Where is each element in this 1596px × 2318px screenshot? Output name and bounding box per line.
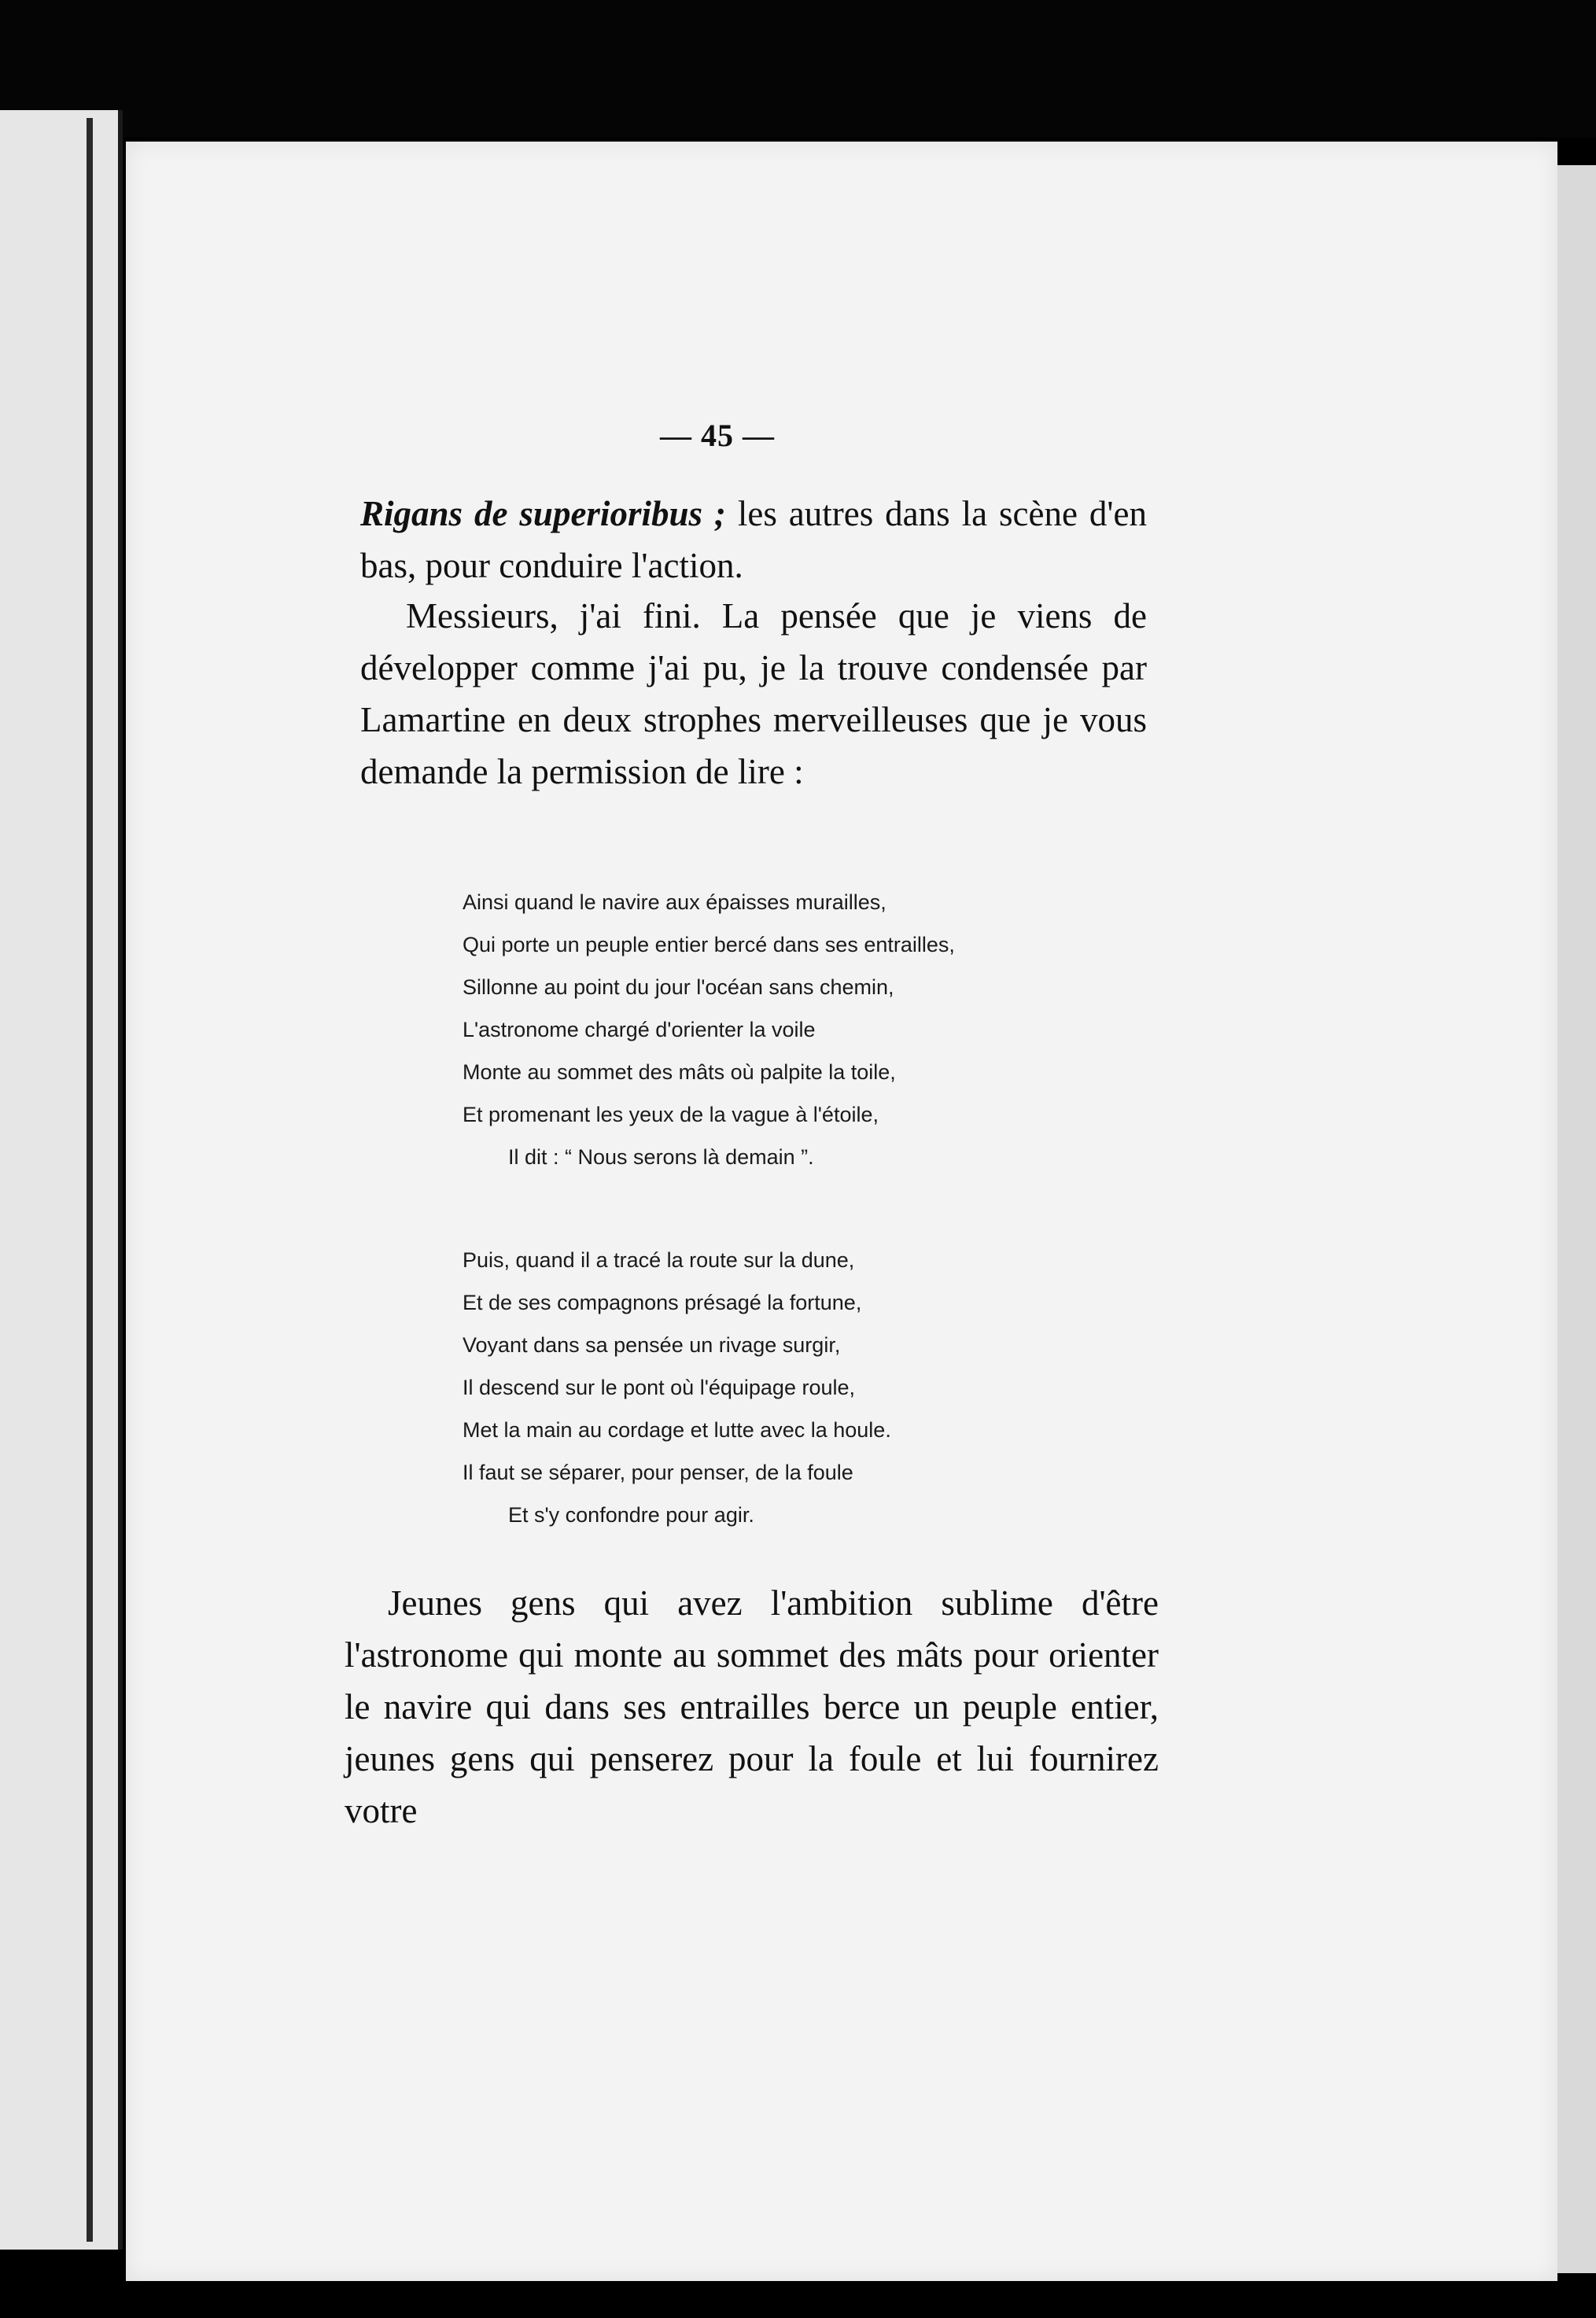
page-number: — 45 —	[660, 418, 775, 453]
poem-line: Il faut se séparer, pour penser, de la foule	[463, 1461, 853, 1484]
poem-line: Met la main au cordage et lutte avec la houle.	[463, 1418, 891, 1442]
poem-line: Sillonne au point du jour l'océan sans chemin,	[463, 975, 894, 999]
poem-line: Et promenant les yeux de la vague à l'étoile,	[463, 1103, 879, 1126]
poem-stanza-2	[463, 1239, 1170, 1536]
poem-line: Il dit : “ Nous serons là demain ”.	[508, 1145, 814, 1169]
poem-line: L'astronome chargé d'orienter la voile	[463, 1018, 816, 1041]
film-frame-top	[0, 0, 1596, 138]
poem-line: Il descend sur le pont où l'équipage roule,	[463, 1376, 855, 1399]
poem-stanza-1	[463, 881, 1170, 1178]
paragraph-2: Messieurs, j'ai fini. La pensée que je viens de développer comme j'ai pu, je la trouve condensée par Lamartine en deux strophes merveilleuses que je vous demande la permission de lire :	[360, 596, 1147, 791]
poem-line: Ainsi quand le navire aux épaisses murailles,	[463, 890, 886, 914]
poem-line: Monte au sommet des mâts où palpite la toile,	[463, 1060, 896, 1084]
book-page	[126, 142, 1557, 2281]
poem-line: Qui porte un peuple entier bercé dans ses entrailles,	[463, 933, 955, 956]
latin-phrase: Rigans de superioribus ;	[360, 494, 726, 533]
poem-line: Et de ses compagnons présagé la fortune,	[463, 1291, 862, 1314]
poem-line: Et s'y confondre pour agir.	[508, 1503, 754, 1527]
poem-line: Puis, quand il a tracé la route sur la dune,	[463, 1248, 855, 1272]
paragraph-1	[360, 488, 1147, 591]
page-stack-edge	[1554, 165, 1596, 2273]
paragraph-3: Jeunes gens qui avez l'ambition sublime d'être l'astronome qui monte au sommet des mâts pour orienter le navire qui dans ses entrailles berce un peuple entier, jeunes gens qui penserez pour la foule et lui fournirez votre	[345, 1583, 1159, 1830]
paragraph-1-text: les autres dans la scène d'en bas, pour conduire l'action.	[360, 494, 1147, 585]
poem-line: Voyant dans sa pensée un rivage surgir,	[463, 1333, 841, 1357]
